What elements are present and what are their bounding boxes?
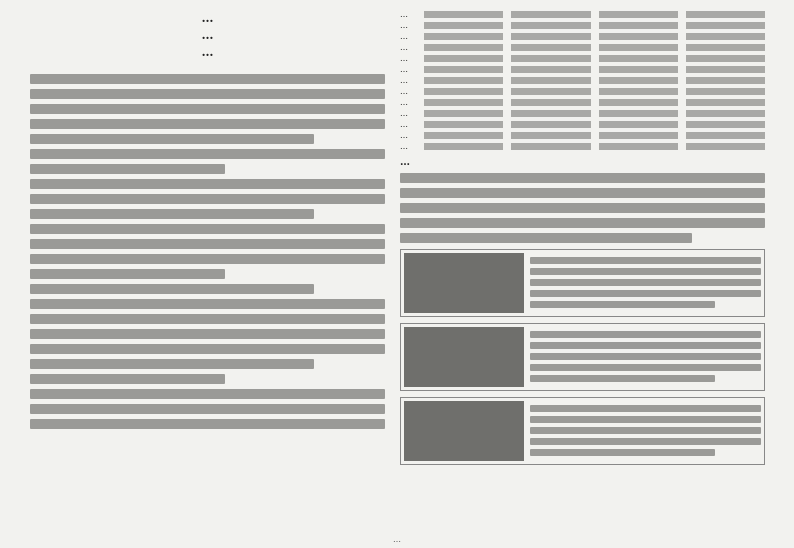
option-text [424,99,503,106]
option-number: … [400,54,408,63]
option-row [400,65,765,74]
option-number: … [400,10,408,19]
text-line [400,173,765,183]
text-line [530,331,761,338]
text-line [400,233,692,243]
text-line [530,279,761,286]
text-line [30,404,385,414]
option-text [599,110,678,117]
text-line [30,389,385,399]
text-line [530,353,761,360]
text-line [30,194,385,204]
option-text [511,132,590,139]
text-line [530,290,761,297]
text-line [30,329,385,339]
option-text [686,99,765,106]
text-line [30,374,225,384]
option-row [400,142,765,151]
option-row [400,21,765,30]
text-line [530,405,761,412]
text-line [530,268,761,275]
option-row [400,43,765,52]
text-line [30,104,385,114]
panel-image [404,253,524,313]
text-line [30,314,385,324]
option-text [424,121,503,128]
text-line [530,342,761,349]
option-text [599,11,678,18]
story-panels [400,249,765,465]
left-text-block [30,74,385,429]
option-text [424,55,503,62]
text-line [30,254,385,264]
option-text [511,77,590,84]
text-line [30,119,385,129]
option-number: … [400,98,408,107]
option-number: … [400,120,408,129]
page-footer: … [393,535,401,544]
text-line [30,269,225,279]
text-line [30,239,385,249]
option-row [400,98,765,107]
panel-text [530,327,761,387]
panel-image [404,327,524,387]
option-number: … [400,131,408,140]
option-text [424,77,503,84]
option-text [599,121,678,128]
option-row [400,120,765,129]
option-text [511,121,590,128]
option-text [686,77,765,84]
option-text [424,11,503,18]
text-line [30,284,314,294]
option-number: … [400,142,408,151]
option-text [424,88,503,95]
option-row [400,32,765,41]
text-line [30,179,385,189]
option-text [599,22,678,29]
option-text [599,44,678,51]
exam-title: … [201,11,214,25]
option-row [400,87,765,96]
exam-subtitle: … [201,28,214,42]
option-text [599,143,678,150]
option-text [424,44,503,51]
text-line [530,257,761,264]
reading-intro [400,173,765,243]
option-text [686,110,765,117]
exam-name: … [201,45,214,59]
option-row [400,10,765,19]
text-line [30,419,385,429]
text-line [400,188,765,198]
option-text [599,132,678,139]
option-text [511,66,590,73]
option-text [686,22,765,29]
text-line [30,149,385,159]
option-number: … [400,32,408,41]
text-line [30,224,385,234]
story-panel [400,323,765,391]
option-text [686,55,765,62]
option-row [400,54,765,63]
text-line [530,427,761,434]
option-text [424,143,503,150]
option-text [599,88,678,95]
option-number: … [400,76,408,85]
option-text [424,66,503,73]
option-text [511,22,590,29]
option-row [400,131,765,140]
text-line [530,301,715,308]
option-row [400,109,765,118]
option-text [424,22,503,29]
option-text [511,11,590,18]
text-line [400,203,765,213]
option-text [686,88,765,95]
text-line [400,218,765,228]
text-line [30,344,385,354]
option-text [599,99,678,106]
text-line [530,375,715,382]
option-text [686,11,765,18]
option-text [686,143,765,150]
option-text [511,44,590,51]
option-text [511,99,590,106]
option-number: … [400,87,408,96]
text-line [30,74,385,84]
story-panel [400,397,765,465]
text-line [30,359,314,369]
option-text [686,121,765,128]
option-row [400,76,765,85]
option-text [599,33,678,40]
text-line [30,299,385,309]
section-heading: … [400,157,410,168]
panel-text [530,401,761,461]
story-panel [400,249,765,317]
option-text [599,66,678,73]
text-line [30,134,314,144]
option-text [511,88,590,95]
option-text [424,33,503,40]
option-text [686,66,765,73]
text-line [530,364,761,371]
option-text [424,132,503,139]
option-text [511,143,590,150]
option-text [511,33,590,40]
option-text [686,33,765,40]
text-line [530,416,761,423]
option-text [511,110,590,117]
text-line [30,89,385,99]
option-number: … [400,43,408,52]
option-text [599,77,678,84]
panel-image [404,401,524,461]
option-text [686,132,765,139]
option-text [599,55,678,62]
option-text [686,44,765,51]
text-line [530,438,761,445]
right-column [400,8,765,528]
text-line [30,164,225,174]
option-number: … [400,65,408,74]
text-line [30,209,314,219]
option-text [424,110,503,117]
left-column [30,8,385,528]
option-text [511,55,590,62]
option-number: … [400,21,408,30]
panel-text [530,253,761,313]
option-number: … [400,109,408,118]
answer-options [400,10,765,151]
text-line [530,449,715,456]
